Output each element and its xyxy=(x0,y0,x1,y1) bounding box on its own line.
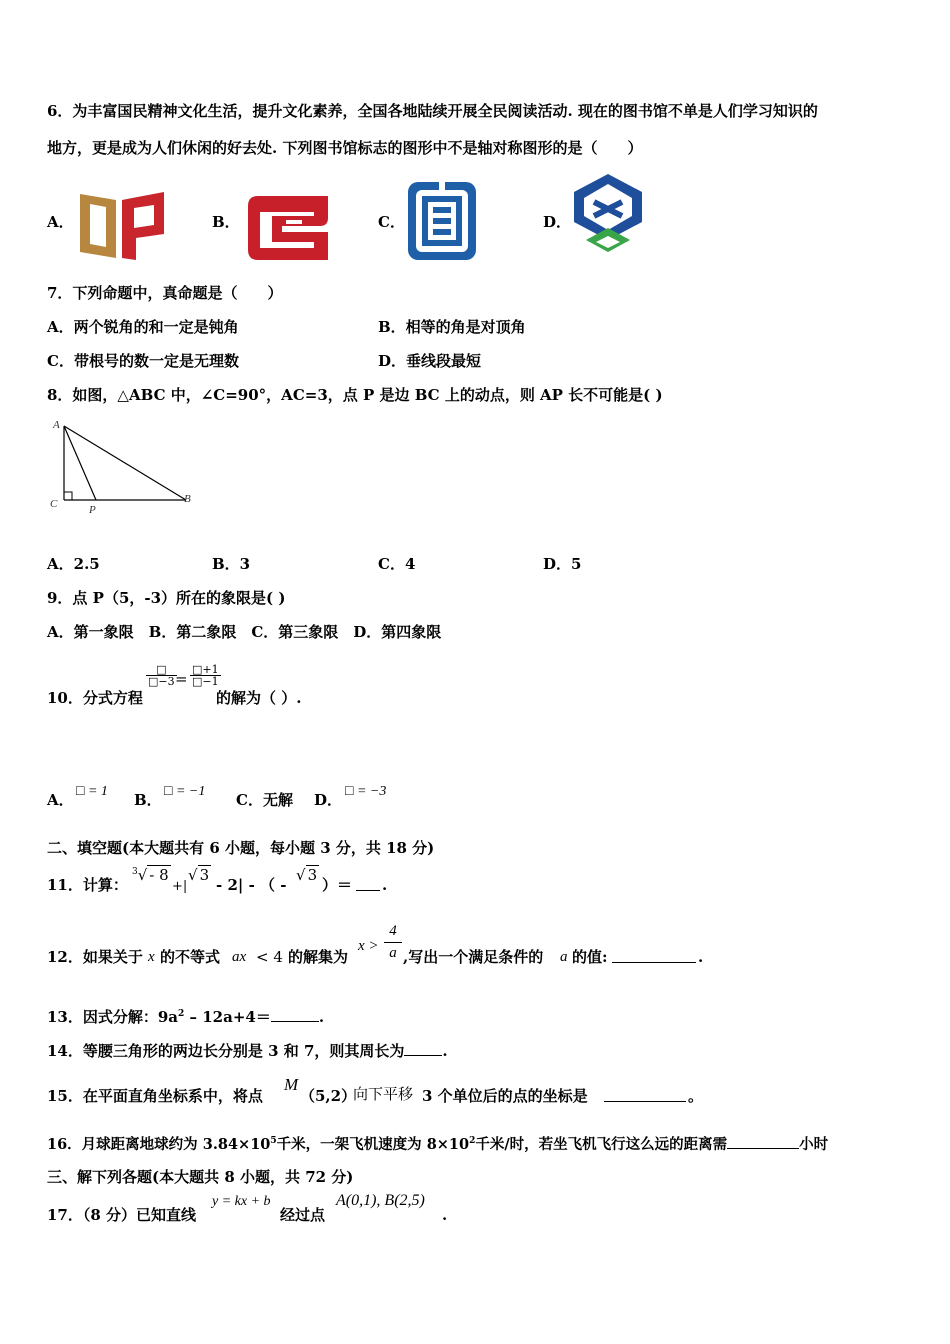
q13-rest: – 12a+4＝ xyxy=(184,1008,271,1026)
q12-end: 的值: xyxy=(572,948,608,966)
q9-stem: 9．点 P（5，-3）所在的象限是( ) xyxy=(47,589,286,607)
library-logo-d-icon xyxy=(572,172,644,260)
q11-cube-root: $^3$√ - 8 xyxy=(132,866,169,884)
q10-frac2-num: □+1 xyxy=(192,663,219,676)
q6-label-b: B． xyxy=(212,213,240,231)
q8-option-d: D．5 xyxy=(543,555,582,573)
q10-frac1-den: □−3 xyxy=(148,675,175,688)
q7-stem: 7．下列命题中，真命题是（ ） xyxy=(47,284,283,302)
library-logo-b-icon xyxy=(242,192,330,264)
fig-label-c: C xyxy=(50,498,58,510)
fig-label-p: P xyxy=(89,504,96,516)
q14-period: . xyxy=(442,1042,448,1060)
q15-answer-blank[interactable] xyxy=(604,1089,686,1105)
q11-root-index: 3 xyxy=(132,867,138,877)
q12-ax: ax xyxy=(232,949,247,965)
q11-answer-blank[interactable] xyxy=(356,878,380,894)
q14-stem: 14．等腰三角形的两边长分别是 3 和 7，则其周长为 xyxy=(47,1042,405,1060)
q10-option-c: C．无解 xyxy=(236,791,293,809)
q14-text xyxy=(47,1043,448,1059)
q6-label-d: D． xyxy=(543,213,572,231)
q15-point-m: M xyxy=(284,1075,299,1094)
q10-fraction-right xyxy=(190,664,221,687)
q10-option-d-value: □ = −3 xyxy=(345,784,387,799)
q10-option-a-value: □ = 1 xyxy=(76,784,108,799)
q12-fraction xyxy=(384,924,402,961)
q9-options: A．第一象限 B．第二象限 C．第三象限 D．第四象限 xyxy=(47,623,442,641)
q17-points: A(0,1), B(2,5) xyxy=(336,1192,425,1209)
q13-answer-blank[interactable] xyxy=(271,1009,319,1022)
q7-option-b: B．相等的角是对顶角 xyxy=(378,318,526,336)
q10-frac1-num: □ xyxy=(146,664,177,676)
q11-sqrt-2: √ 3 xyxy=(296,866,318,884)
fig-label-a: A xyxy=(53,419,60,431)
q12-prefix: 12．如果关于 xyxy=(47,948,143,966)
q11-period: . xyxy=(382,876,388,894)
q15-rest: 3 个单位后的点的坐标是 xyxy=(422,1087,588,1105)
q6-label-a: A． xyxy=(47,213,74,231)
q10-option-b-label: B． xyxy=(134,791,162,809)
q11-radicand-2: 3 xyxy=(199,866,210,884)
q8-option-c: C．4 xyxy=(378,555,416,573)
q10-prefix: 10．分式方程 xyxy=(47,689,143,707)
q15-period: 。 xyxy=(688,1087,704,1105)
q12-frac-den: a xyxy=(389,945,397,961)
q12-lt: < 4 xyxy=(256,948,283,966)
q17-period: . xyxy=(442,1206,448,1224)
q12-mid3: ,写出一个满足条件的 xyxy=(403,948,544,966)
q16-part1: 16．月球距离地球约为 3.84×10 xyxy=(47,1136,271,1153)
q6-stem-line2: 地方，更是成为人们休闲的好去处. 下列图书馆标志的图形中不是轴对称图形的是（ ） xyxy=(47,139,643,157)
q12-mid2: 的解集为 xyxy=(288,948,349,966)
q10-suffix: 的解为（ ）. xyxy=(216,689,302,707)
q15-prefix: 15．在平面直角坐标系中，将点 xyxy=(47,1087,263,1105)
q8-option-b: B．3 xyxy=(212,555,251,573)
q12-var-x: x xyxy=(148,949,155,965)
q6-stem-line1: 6．为丰富国民精神文化生活，提升文化素养，全国各地陆续开展全民阅读活动. 现在的图书馆不单是人们学习知识的 xyxy=(47,102,818,120)
q16-sup1: 5 xyxy=(270,1136,277,1147)
q11-radicand-3: 3 xyxy=(307,866,318,884)
fig-label-b: B xyxy=(184,493,191,505)
q15-coord: （5,2） xyxy=(300,1087,357,1105)
q16-part3: 千米/时，若坐飞机飞行这么远的距离需 xyxy=(475,1136,728,1153)
q11-end: ）＝ xyxy=(322,876,353,894)
q17-mid: 经过点 xyxy=(280,1206,326,1224)
section-3-heading: 三、解下列各题(本大题共 8 小题，共 72 分) xyxy=(47,1168,354,1186)
q16-end: 小时 xyxy=(799,1136,829,1153)
q6-label-c: C． xyxy=(378,213,405,231)
q11-sqrt-1: √ 3 xyxy=(188,866,210,884)
q12-mid1: 的不等式 xyxy=(160,948,221,966)
q11-mid: - 2| - （ - xyxy=(216,876,287,894)
q13-period: . xyxy=(318,1008,325,1026)
q10-fraction-left xyxy=(146,664,177,687)
q10-option-b-value: □ = −1 xyxy=(164,784,206,799)
q7-option-d: D．垂线段最短 xyxy=(378,352,482,370)
q16-sup2: 2 xyxy=(469,1136,476,1147)
q17-prefix: 17．（8 分）已知直线 xyxy=(47,1206,197,1224)
q12-frac-num: 4 xyxy=(384,924,402,943)
section-2-heading: 二、填空题(本大题共有 6 小题，每小题 3 分，共 18 分) xyxy=(47,839,435,857)
q12-xgt: x > xyxy=(358,938,379,954)
q10-equals: = xyxy=(175,670,188,688)
triangle-figure xyxy=(46,416,206,520)
q10-option-d-label: D． xyxy=(314,791,343,809)
q8-option-a: A．2.5 xyxy=(47,555,100,573)
q11-prefix: 11．计算： xyxy=(47,876,128,894)
q16-answer-blank[interactable] xyxy=(727,1136,799,1149)
library-logo-c-icon xyxy=(406,180,478,262)
q8-stem: 8．如图，△ABC 中，∠C=90°，AC=3，点 P 是边 BC 上的动点，则 AP 长不可能是( ) xyxy=(47,386,663,404)
q10-frac2-den: □−1 xyxy=(192,675,219,688)
q10-option-a-label: A． xyxy=(47,791,74,809)
q7-option-a: A．两个锐角的和一定是钝角 xyxy=(47,318,239,336)
q15-move: 向下平移 xyxy=(353,1085,414,1103)
q12-var-a: a xyxy=(560,949,568,965)
q12-answer-blank[interactable] xyxy=(612,950,696,966)
q16-part2: 千米，一架飞机速度为 8×10 xyxy=(276,1136,470,1153)
q11-plus: +| xyxy=(172,879,188,894)
q14-answer-blank[interactable] xyxy=(404,1043,442,1056)
q7-option-c: C．带根号的数一定是无理数 xyxy=(47,352,239,370)
q13-text xyxy=(47,1009,324,1025)
q11-radicand-1: - 8 xyxy=(149,866,169,884)
q13-sup: 2 xyxy=(178,1009,185,1019)
q12-period: . xyxy=(698,948,704,966)
q17-line-eq: y = kx + b xyxy=(212,1194,271,1209)
library-logo-a-icon xyxy=(78,190,166,262)
q16-text xyxy=(47,1136,828,1153)
q13-prefix: 13．因式分解：9a xyxy=(47,1008,179,1026)
